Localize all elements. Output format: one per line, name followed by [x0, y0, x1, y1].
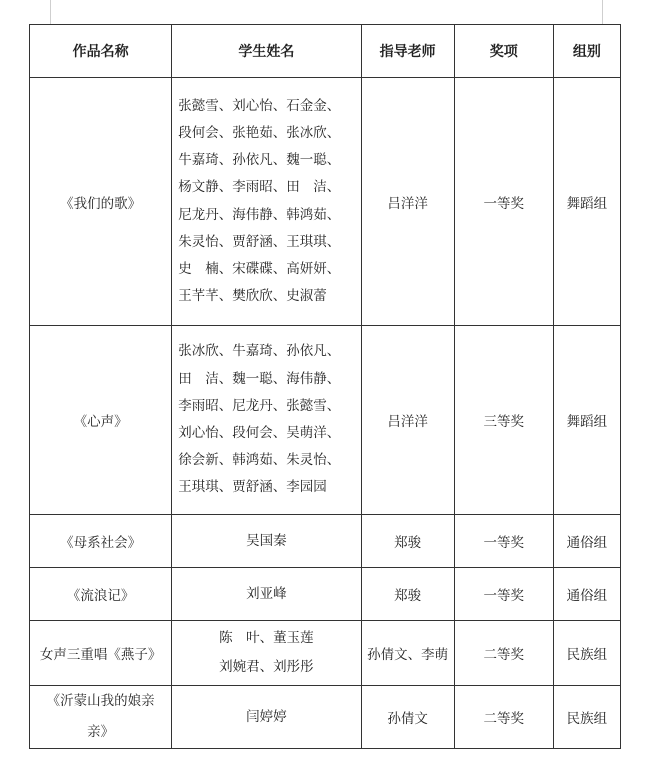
student-names-line: 陈 叶、董玉莲 — [219, 630, 314, 646]
student-names-line: 牛嘉琦、孙依凡、魏一聪、 — [178, 152, 341, 169]
group-cell: 民族组 — [553, 686, 620, 749]
award-cell: 三等奖 — [454, 326, 553, 515]
teacher-cell: 吕洋洋 — [361, 326, 454, 515]
student-names-cell — [172, 326, 361, 515]
student-names-cell — [172, 568, 361, 621]
work-title: 女声三重唱《燕子》 — [39, 647, 162, 663]
teacher-cell: 孙倩文、李萌 — [361, 621, 454, 686]
teacher-cell: 郑骏 — [361, 515, 454, 568]
work-title: 《母系社会》 — [60, 535, 142, 551]
work-title-cell — [30, 78, 172, 326]
work-title-cell — [30, 621, 172, 686]
group-cell: 通俗组 — [553, 568, 620, 621]
teacher-cell: 孙倩文 — [361, 686, 454, 749]
table-row — [30, 326, 621, 515]
table-row — [30, 568, 621, 621]
header-work-title: 作品名称 — [30, 25, 172, 78]
student-names-cell — [172, 78, 361, 326]
work-title-line: 亲》 — [87, 724, 115, 740]
header-group: 组别 — [553, 25, 620, 78]
student-names-line: 李雨昭、尼龙丹、张懿雪、 — [178, 397, 341, 414]
awards-table — [29, 24, 621, 749]
student-names-line: 田 洁、魏一聪、海伟静、 — [178, 370, 341, 387]
student-names-line: 闫婷婷 — [246, 708, 287, 725]
student-names-line: 尼龙丹、海伟静、韩鸿茹、 — [178, 206, 341, 223]
table-row — [30, 78, 621, 326]
work-title-cell — [30, 686, 172, 749]
work-title-cell — [30, 568, 172, 621]
student-names-line: 王琪琪、贾舒涵、李园园 — [178, 479, 327, 496]
group-cell: 舞蹈组 — [553, 326, 620, 515]
work-title: 《流浪记》 — [66, 588, 135, 604]
header-award: 奖项 — [454, 25, 553, 78]
page-margin-guide-left — [50, 0, 51, 24]
student-names-line: 刘心怡、段何会、吴萌洋、 — [178, 425, 341, 441]
group-cell: 舞蹈组 — [553, 78, 620, 326]
group-cell: 通俗组 — [553, 515, 620, 568]
student-names-line: 张冰欣、牛嘉琦、孙依凡、 — [178, 343, 341, 360]
page-margin-guide-right — [602, 0, 603, 24]
student-names-line: 杨文静、李雨昭、田 洁、 — [178, 179, 341, 196]
work-title-line: 《沂蒙山我的娘亲 — [46, 693, 155, 709]
award-cell: 一等奖 — [454, 568, 553, 621]
award-cell: 一等奖 — [454, 78, 553, 326]
student-names-cell — [172, 686, 361, 749]
student-names-cell — [172, 621, 361, 686]
student-names-line: 王芊芊、樊欣欣、史淑蕾 — [178, 288, 327, 305]
student-names-line: 刘婉君、刘彤彤 — [219, 659, 314, 675]
student-names-line: 段何会、张艳茹、张冰欣、 — [178, 124, 341, 141]
student-names-line: 朱灵怡、贾舒涵、王琪琪、 — [178, 233, 341, 250]
student-names-line: 张懿雪、刘心怡、石金金、 — [178, 97, 341, 114]
award-cell: 一等奖 — [454, 515, 553, 568]
student-names-cell — [172, 515, 361, 568]
student-names-line: 徐会新、韩鸿茹、朱灵怡、 — [178, 452, 341, 469]
header-student-names: 学生姓名 — [172, 25, 361, 78]
student-names-line: 刘亚峰 — [246, 585, 287, 602]
work-title-cell — [30, 515, 172, 568]
header-teacher: 指导老师 — [361, 25, 454, 78]
group-cell: 民族组 — [553, 621, 620, 686]
work-title: 《心声》 — [73, 414, 128, 430]
table-row — [30, 515, 621, 568]
table-row — [30, 686, 621, 749]
teacher-cell: 吕洋洋 — [361, 78, 454, 326]
table-header-row — [30, 25, 621, 78]
award-cell: 二等奖 — [454, 686, 553, 749]
student-names-line: 史 楠、宋碟碟、高妍妍、 — [178, 260, 341, 277]
award-cell: 二等奖 — [454, 621, 553, 686]
teacher-cell: 郑骏 — [361, 568, 454, 621]
table-row — [30, 621, 621, 686]
work-title: 《我们的歌》 — [60, 195, 142, 212]
work-title-cell — [30, 326, 172, 515]
student-names-line: 吴国秦 — [246, 532, 287, 549]
